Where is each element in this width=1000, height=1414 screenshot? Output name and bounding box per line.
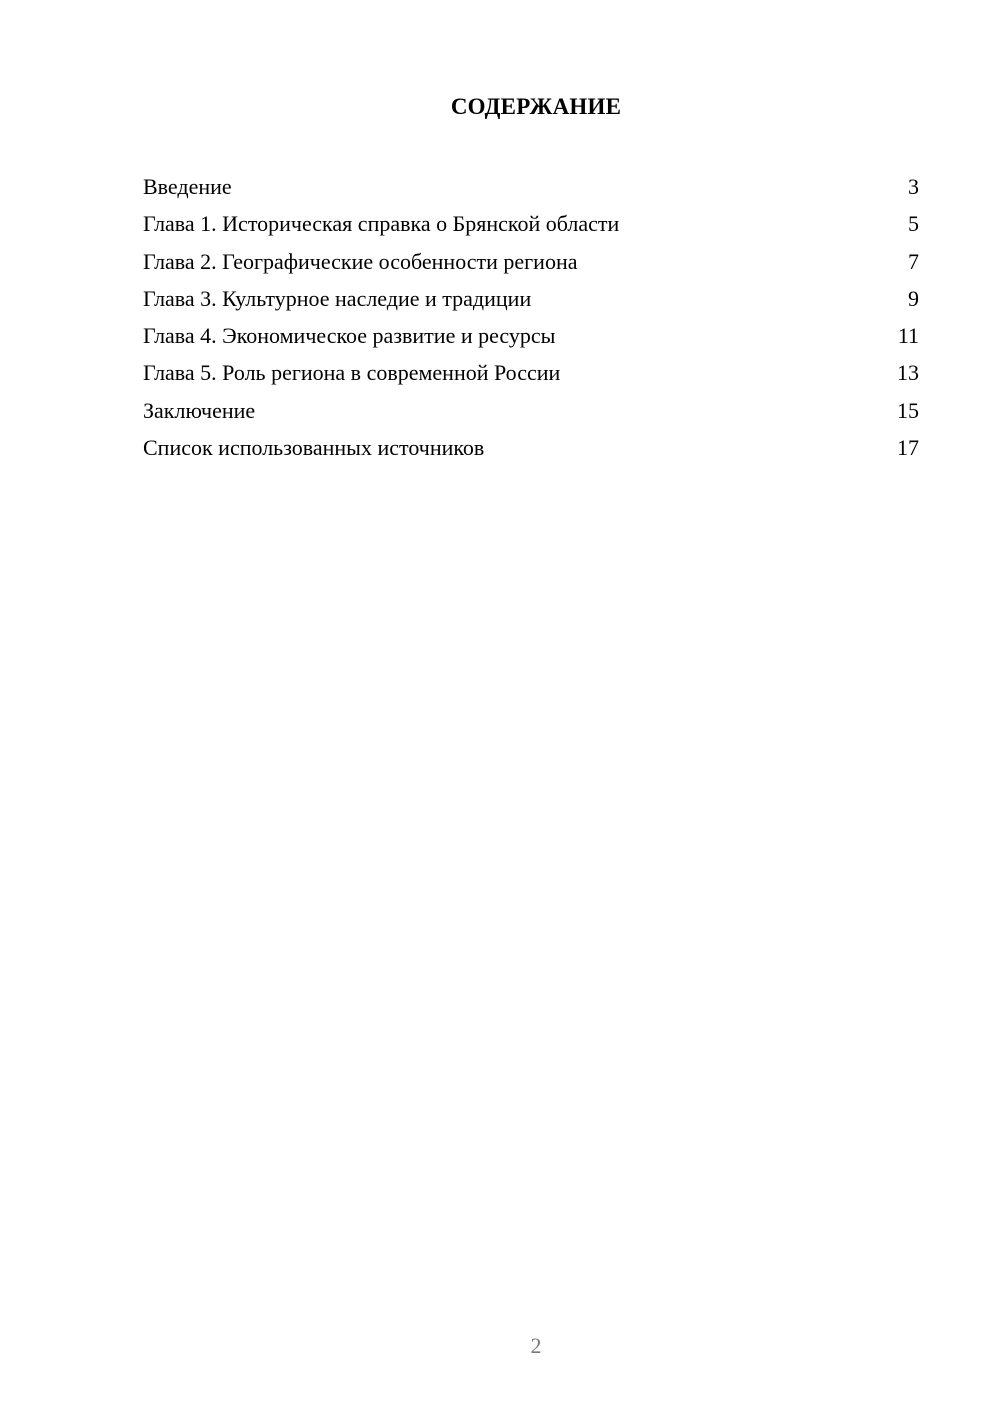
- toc-entry-chapter-2: [143, 243, 919, 280]
- toc-entry-chapter-1: [143, 205, 919, 242]
- toc-entry-label: Глава 3. Культурное наследие и традиции: [143, 285, 532, 311]
- toc-entry-page: 11: [897, 323, 919, 349]
- toc-entry-page: 3: [908, 174, 919, 199]
- toc-entry-page: 7: [908, 248, 919, 274]
- toc-entry-references: [143, 429, 919, 466]
- toc-entry-page: 15: [897, 397, 919, 423]
- toc-entry-label: Глава 1. Историческая справка о Брянской области: [143, 211, 620, 237]
- table-of-contents: [143, 168, 919, 466]
- toc-entry-page: 5: [908, 211, 919, 237]
- toc-entry-label: Заключение: [143, 397, 256, 423]
- page-number: 2: [530, 1333, 542, 1358]
- toc-entry-label: Глава 2. Географические особенности региона: [143, 248, 578, 274]
- toc-entry-page: 17: [897, 435, 919, 461]
- toc-entry-chapter-4: [143, 317, 919, 354]
- toc-entry-conclusion: [143, 392, 919, 429]
- toc-entry-introduction: [143, 168, 919, 205]
- toc-entry-page: 9: [908, 285, 919, 311]
- toc-entry-chapter-3: [143, 280, 919, 317]
- toc-entry-label: Список использованных источников: [143, 435, 485, 461]
- toc-entry-page: 13: [897, 360, 919, 386]
- toc-entry-label: Введение: [143, 174, 232, 199]
- page-title: СОДЕРЖАНИЕ: [450, 94, 622, 119]
- toc-entry-label: Глава 4. Экономическое развитие и ресурсы: [143, 323, 556, 349]
- toc-entry-label: Глава 5. Роль региона в современной России: [143, 360, 561, 386]
- toc-entry-chapter-5: [143, 354, 919, 391]
